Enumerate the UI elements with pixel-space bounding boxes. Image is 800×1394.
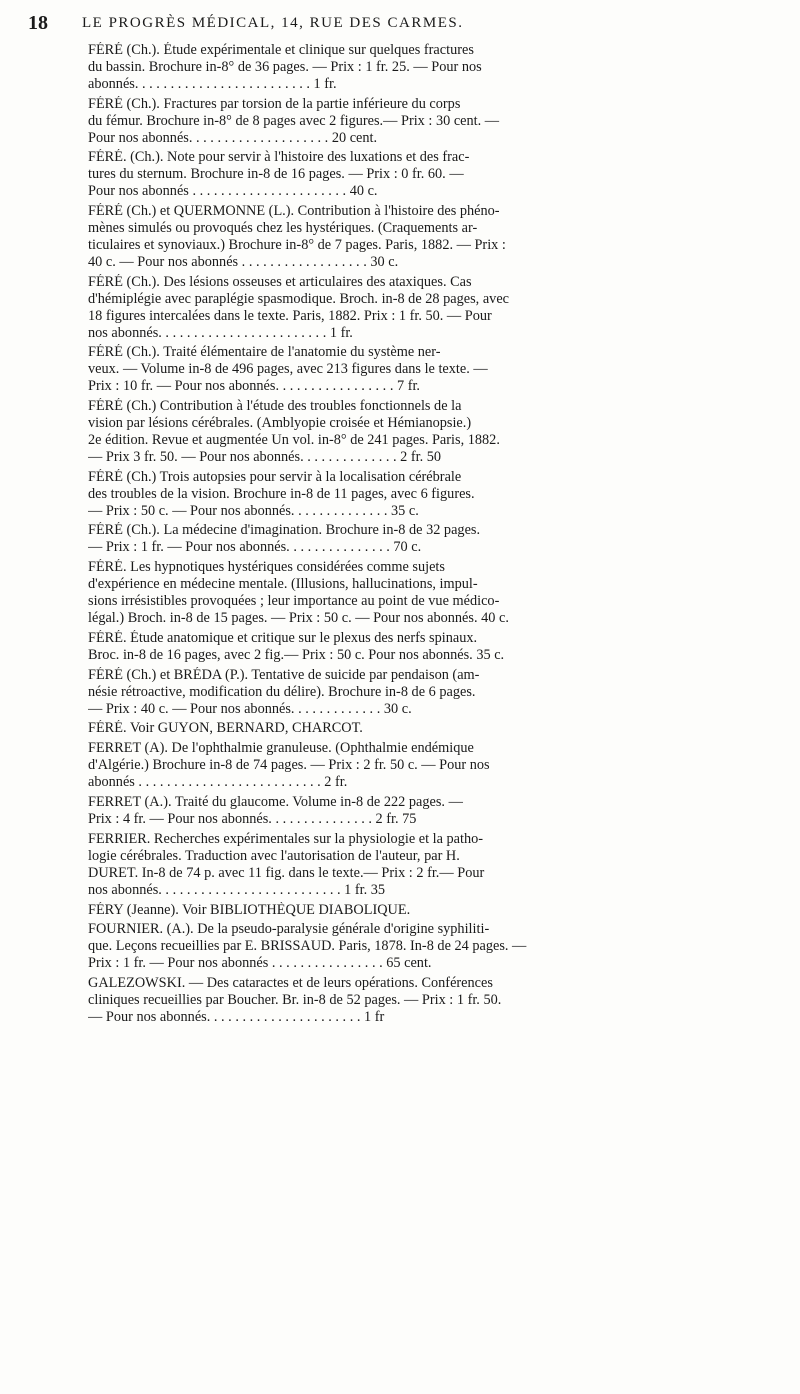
running-title: LE PROGRÈS MÉDICAL, 14, RUE DES CARMES. xyxy=(82,15,464,31)
entry-text-line: — Prix : 1 fr. — Pour nos abonnés. . . . . . . . . . . . . . . 70 c. xyxy=(88,539,422,556)
entry-heading-line: FÉRÉ (Ch.). La médecine d'imagination. Brochure in-8 de 32 pages. xyxy=(88,522,481,539)
entry-heading-line: FERRET (A). De l'ophthalmie granuleuse. (Ophthalmie endémique xyxy=(88,740,474,757)
catalog-entry xyxy=(88,274,628,342)
entry-text-line: d'hémiplégie avec paraplégie spasmodique. Broch. in-8 de 28 pages, avec xyxy=(88,290,510,307)
entry-text-line: du fémur. Brochure in-8° de 8 pages avec 2 figures.— Prix : 30 cent. — xyxy=(88,112,500,129)
entry-text-line: 2e édition. Revue et augmentée Un vol. in-8° de 241 pages. Paris, 1882. xyxy=(88,431,500,448)
entry-text-line: Prix : 4 fr. — Pour nos abonnés. . . . . . . . . . . . . . . 2 fr. 75 xyxy=(88,810,417,827)
entry-heading-line: FÉRÉ (Ch.) Trois autopsies pour servir à la localisation cérébrale xyxy=(88,468,462,485)
entry-heading-line: GALEZOWSKI. — Des cataractes et de leurs opérations. Conférences xyxy=(88,975,493,992)
catalog-entry xyxy=(88,469,628,520)
entry-heading-line: FÉRÉ (Ch.) et BRÉDA (P.). Tentative de suicide par pendaison (am- xyxy=(88,666,480,683)
entry-text-line: d'Algérie.) Brochure in-8 de 74 pages. — Prix : 2 fr. 50 c. — Pour nos xyxy=(88,757,490,774)
entry-text-line: Pour nos abonnés . . . . . . . . . . . . . . . . . . . . . . 40 c. xyxy=(88,183,378,200)
page-header xyxy=(28,10,618,34)
entry-heading-line: FÉRY (Jeanne). Voir BIBLIOTHÈQUE DIABOLIQUE. xyxy=(88,901,411,918)
catalog-entries xyxy=(88,42,628,1029)
catalog-entry xyxy=(88,398,628,466)
entry-text-line: — Prix : 50 c. — Pour nos abonnés. . . . . . . . . . . . . . 35 c. xyxy=(88,502,419,519)
entry-text-line: vision par lésions cérébrales. (Amblyopie croisée et Hémianopsie.) xyxy=(88,415,472,432)
entry-heading-line: FÉRÉ. (Ch.). Note pour servir à l'histoire des luxations et des frac- xyxy=(88,149,470,166)
entry-text-line: nésie rétroactive, modification du délire). Brochure in-8 de 6 pages. xyxy=(88,683,476,700)
catalog-entry xyxy=(88,831,628,899)
entry-heading-line: FÉRÉ (Ch.). Des lésions osseuses et articulaires des ataxiques. Cas xyxy=(88,273,472,290)
entry-text-line: logie cérébrales. Traduction avec l'autorisation de l'auteur, par H. xyxy=(88,847,460,864)
entry-heading-line: FÉRÉ (Ch.) Contribution à l'étude des troubles fonctionnels de la xyxy=(88,398,462,415)
entry-text-line: nos abonnés. . . . . . . . . . . . . . . . . . . . . . . . 1 fr. xyxy=(88,324,353,341)
entry-text-line: abonnés. . . . . . . . . . . . . . . . . . . . . . . . . 1 fr. xyxy=(88,75,337,92)
entry-text-line: Prix : 1 fr. — Pour nos abonnés . . . . . . . . . . . . . . . . 65 cent. xyxy=(88,955,432,972)
catalog-entry xyxy=(88,720,628,737)
entry-text-line: ticulaires et synoviaux.) Brochure in-8° de 7 pages. Paris, 1882. — Prix : xyxy=(88,236,506,253)
entry-text-line: que. Leçons recueillies par E. BRISSAUD. Paris, 1878. In-8 de 24 pages. — xyxy=(88,938,527,955)
entry-heading-line: FOURNIER. (A.). De la pseudo-paralysie générale d'origine syphiliti- xyxy=(88,921,490,938)
entry-text-line: sions irrésistibles provoquées ; leur importance au point de vue médico- xyxy=(88,593,500,610)
catalog-entry xyxy=(88,344,628,395)
entry-text-line: veux. — Volume in-8 de 496 pages, avec 213 figures dans le texte. — xyxy=(88,361,488,378)
entry-heading-line: FÉRÉ (Ch.). Étude expérimentale et clinique sur quelques fractures xyxy=(88,42,474,58)
entry-heading-line: FÉRÉ (Ch.). Fractures par torsion de la partie inférieure du corps xyxy=(88,95,461,112)
entry-text-line: des troubles de la vision. Brochure in-8 de 11 pages, avec 6 figures. xyxy=(88,485,475,502)
entry-text-line: Prix : 10 fr. — Pour nos abonnés. . . . . . . . . . . . . . . . . 7 fr. xyxy=(88,378,420,395)
catalog-entry xyxy=(88,667,628,718)
entry-heading-line: FÉRÉ (Ch.) et QUERMONNE (L.). Contribution à l'histoire des phéno- xyxy=(88,203,500,220)
entry-heading-line: FÉRÉ. Voir GUYON, BERNARD, CHARCOT. xyxy=(88,720,363,737)
entry-text-line: Broc. in-8 de 16 pages, avec 2 fig.— Prix : 50 c. Pour nos abonnés. 35 c. xyxy=(88,646,505,663)
entry-text-line: d'expérience en médecine mentale. (Illusions, hallucinations, impul- xyxy=(88,576,478,593)
catalog-entry xyxy=(88,96,628,147)
entry-heading-line: FÉRÉ. Les hypnotiques hystériques considérées comme sujets xyxy=(88,559,445,576)
catalog-entry xyxy=(88,559,628,627)
catalog-entry xyxy=(88,975,628,1026)
entry-text-line: du bassin. Brochure in-8° de 36 pages. — Prix : 1 fr. 25. — Pour nos xyxy=(88,58,482,75)
catalog-entry xyxy=(88,794,628,828)
entry-text-line: légal.) Broch. in-8 de 15 pages. — Prix : 50 c. — Pour nos abonnés. 40 c. xyxy=(88,610,509,626)
entry-text-line: tures du sternum. Brochure in-8 de 16 pages. — Prix : 0 fr. 60. — xyxy=(88,166,464,183)
page-number: 18 xyxy=(28,12,48,34)
catalog-entry xyxy=(88,42,628,93)
entry-text-line: DURET. In-8 de 74 p. avec 11 fig. dans le texte.— Prix : 2 fr.— Pour xyxy=(88,864,485,881)
catalog-entry xyxy=(88,921,628,972)
entry-heading-line: FÉRÉ. Étude anatomique et critique sur le plexus des nerfs spinaux. xyxy=(88,629,478,646)
catalog-entry xyxy=(88,902,628,919)
entry-text-line: — Pour nos abonnés. . . . . . . . . . . . . . . . . . . . . . 1 fr xyxy=(88,1008,385,1025)
entry-text-line: 40 c. — Pour nos abonnés . . . . . . . . . . . . . . . . . . 30 c. xyxy=(88,253,399,270)
entry-text-line: Pour nos abonnés. . . . . . . . . . . . . . . . . . . . 20 cent. xyxy=(88,129,378,146)
entry-text-line: nos abonnés. . . . . . . . . . . . . . . . . . . . . . . . . . 1 fr. 35 xyxy=(88,881,386,898)
entry-heading-line: FÉRÉ (Ch.). Traité élémentaire de l'anatomie du système ner- xyxy=(88,344,441,361)
catalog-entry xyxy=(88,740,628,791)
catalog-entry xyxy=(88,203,628,271)
entry-text-line: 18 figures intercalées dans le texte. Paris, 1882. Prix : 1 fr. 50. — Pour xyxy=(88,307,492,324)
catalog-entry xyxy=(88,630,628,664)
entry-text-line: mènes simulés ou provoqués chez les hystériques. (Craquements ar- xyxy=(88,220,478,237)
entry-text-line: abonnés . . . . . . . . . . . . . . . . . . . . . . . . . . 2 fr. xyxy=(88,774,348,791)
entry-text-line: — Prix 3 fr. 50. — Pour nos abonnés. . . . . . . . . . . . . . 2 fr. 50 xyxy=(88,448,442,465)
catalog-entry xyxy=(88,149,628,200)
entry-heading-line: FERRIER. Recherches expérimentales sur la physiologie et la patho- xyxy=(88,830,484,847)
entry-text-line: cliniques recueillies par Boucher. Br. in-8 de 52 pages. — Prix : 1 fr. 50. xyxy=(88,992,502,1009)
entry-heading-line: FERRET (A.). Traité du glaucome. Volume in-8 de 222 pages. — xyxy=(88,794,463,811)
entry-text-line: — Prix : 40 c. — Pour nos abonnés. . . . . . . . . . . . . 30 c. xyxy=(88,700,412,717)
catalog-entry xyxy=(88,522,628,556)
